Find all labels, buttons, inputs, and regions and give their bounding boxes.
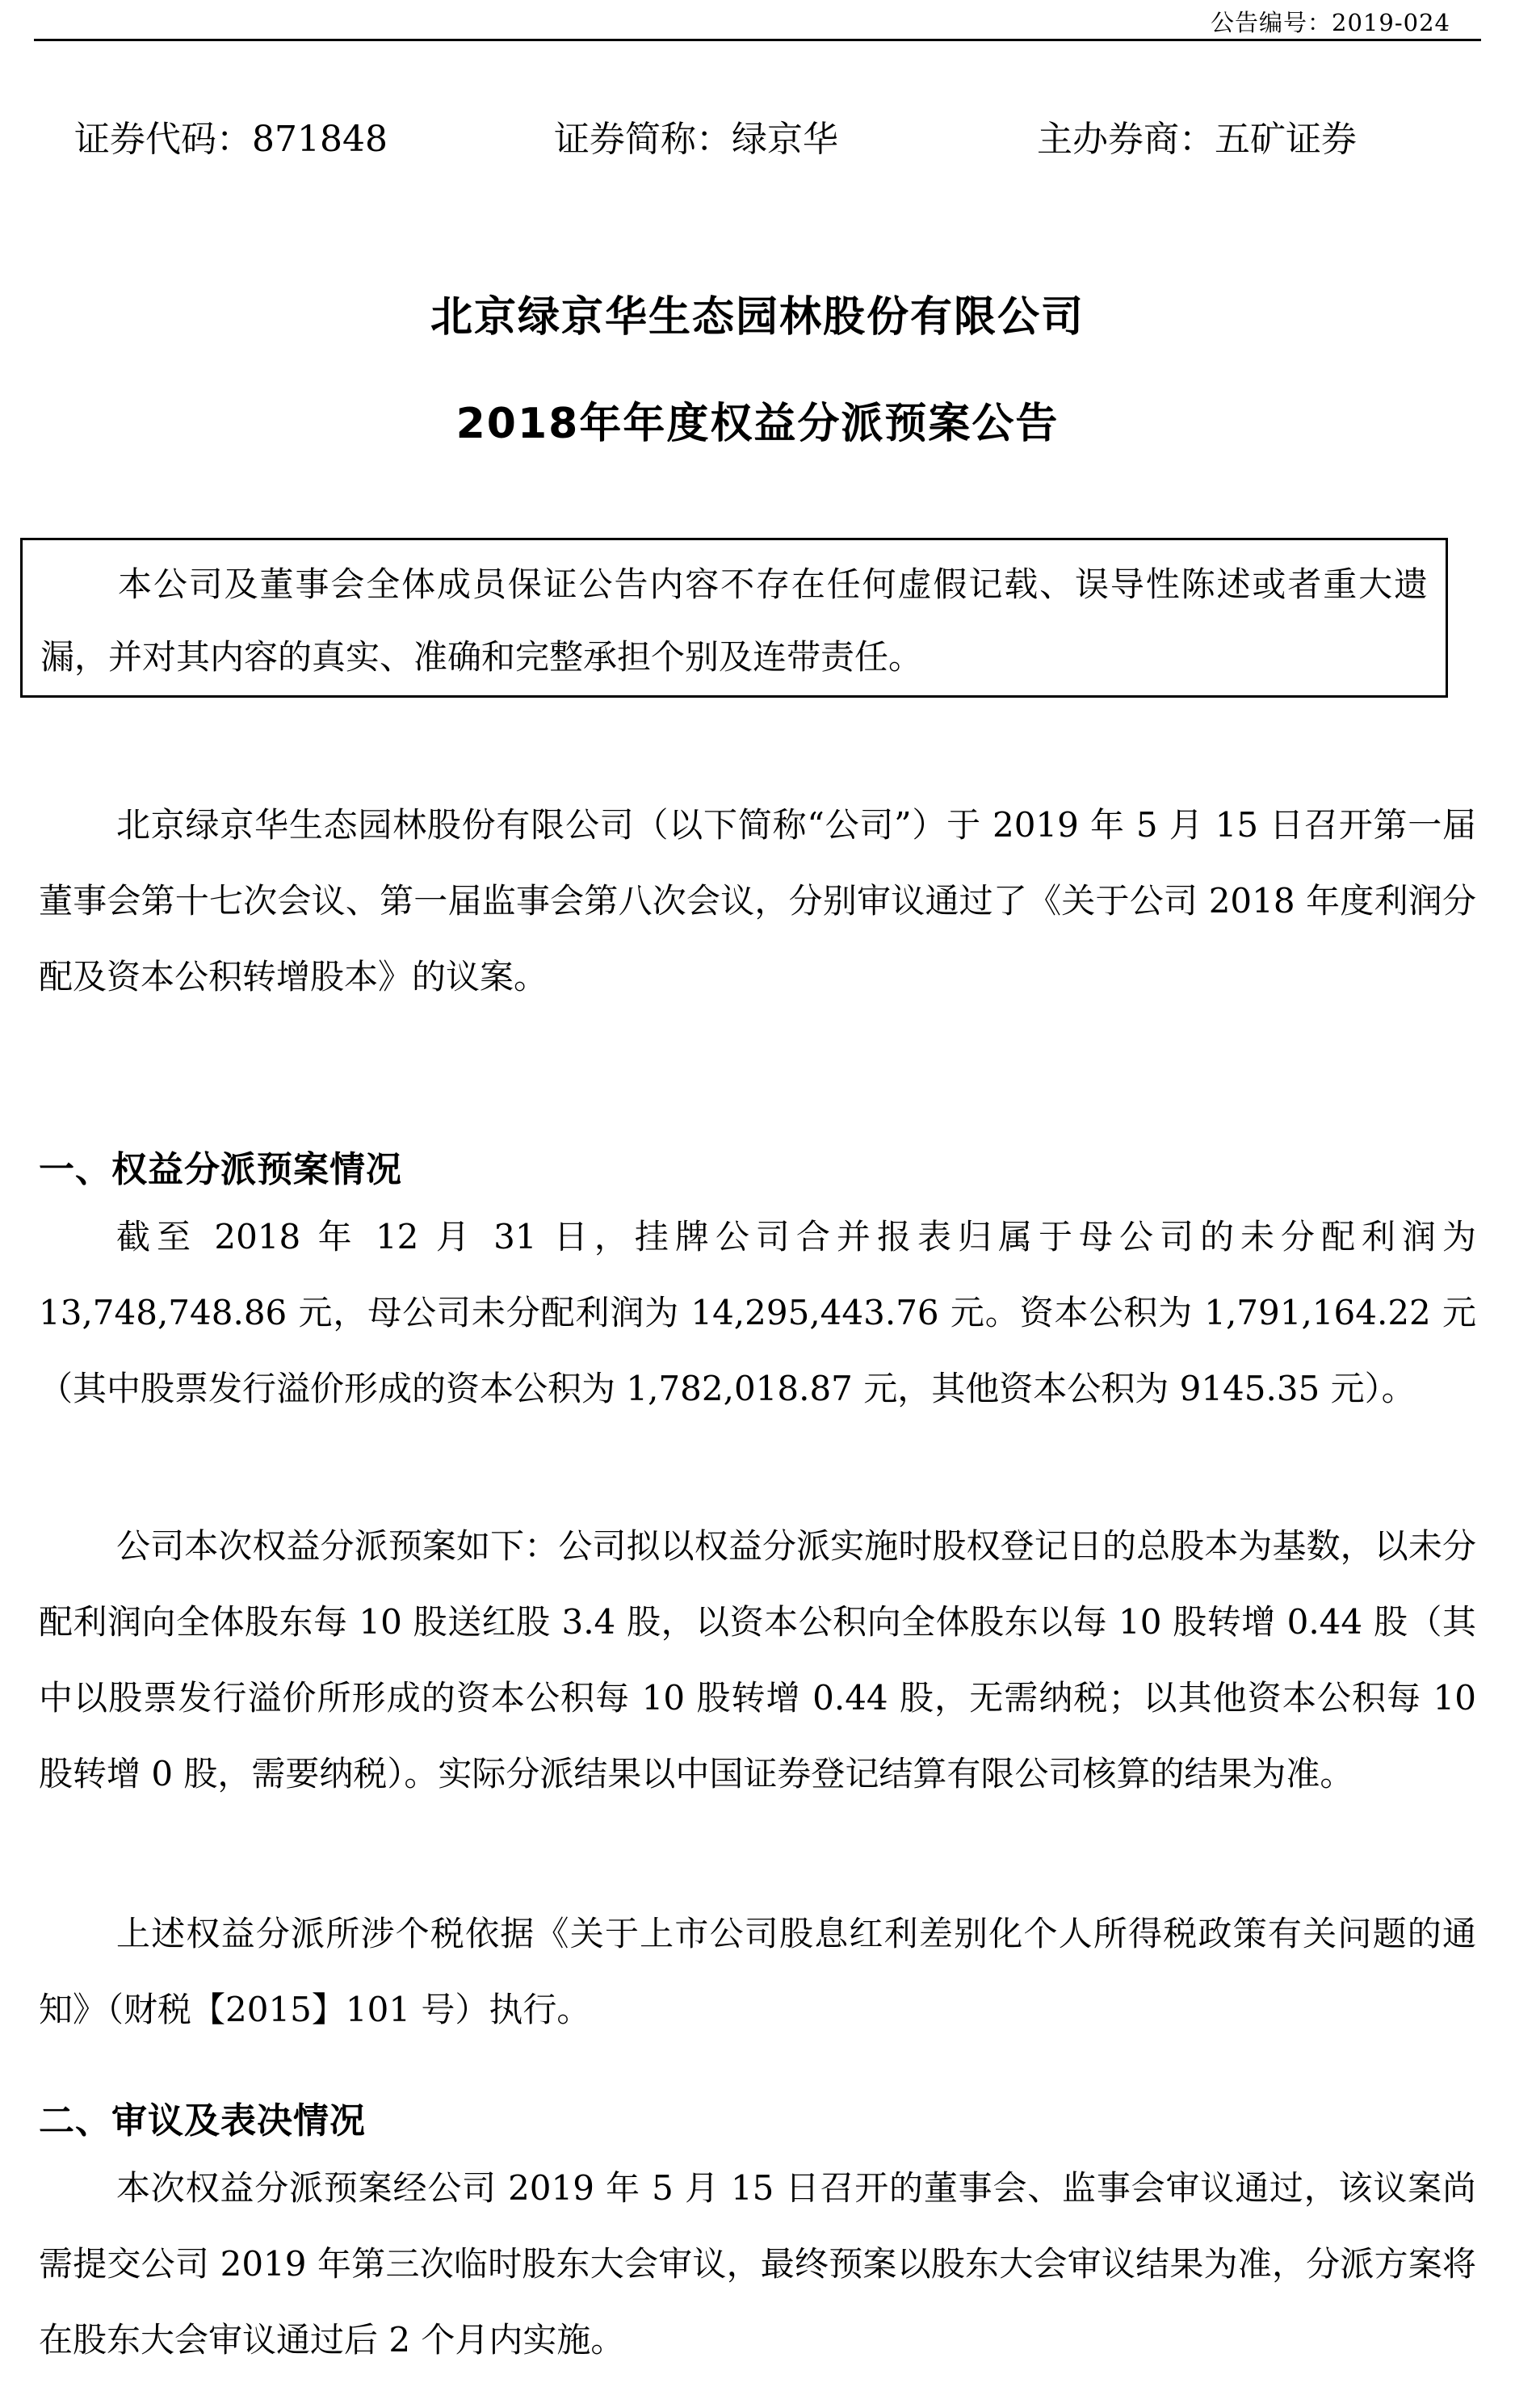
- document-title: 2018年年度权益分派预案公告: [455, 400, 1060, 448]
- intro-paragraph: 北京绿京华生态园林股份有限公司（以下简称“公司”）于 2019 年 5 月 15 日召开第一届董事会第十七次会议、第一届监事会第八次会议，分别审议通过了《关于公司 2018 年度利润分配及资本公积转增股本》的议案。: [39, 805, 1476, 996]
- section-1-paragraph-2: 公司本次权益分派预案如下：公司拟以权益分派实施时股权登记日的总股本为基数，以未分配利润向全体股东每 10 股送红股 3.4 股，以资本公积向全体股东以每 10 股转增 0.44 股（其中以股票发行溢价所形成的资本公积每 10 股转增 0.44 股，无需纳税；以其他资本公积每 10 股转增 0 股，需要纳税）。实际分派结果以中国证券登记结算有限公司核算的结果为准。: [39, 1526, 1476, 1793]
- securities-code: 证券代码：871848: [74, 119, 388, 160]
- section-2-heading: 二、审议及表决情况: [39, 2100, 366, 2142]
- securities-abbreviation: 证券简称：绿京华: [554, 119, 838, 160]
- section-1-heading: 一、权益分派预案情况: [39, 1149, 402, 1190]
- section-1-paragraph-1: 截至 2018 年 12 月 31 日，挂牌公司合并报表归属于母公司的未分配利润为 13,748,748.86 元，母公司未分配利润为 14,295,443.76 元。资本公积为 1,791,164.22 元（其中股票发行溢价形成的资本公积为 1,782,018.87 元，其他资本公积为 9145.35 元）。: [39, 1217, 1476, 1408]
- sponsor-broker: 主办券商：五矿证券: [1037, 119, 1357, 160]
- section-2-paragraph-1: 本次权益分派预案经公司 2019 年 5 月 15 日召开的董事会、监事会审议通过，该议案尚需提交公司 2019 年第三次临时股东大会审议，最终预案以股东大会审议结果为准，分派方案将在股东大会审议通过后 2 个月内实施。: [39, 2168, 1476, 2360]
- section-1-paragraph-3: 上述权益分派所涉个税依据《关于上市公司股息红利差别化个人所得税政策有关问题的通知》（财税【2015】101 号）执行。: [39, 1914, 1476, 2029]
- disclaimer-box: [20, 538, 1448, 698]
- company-title: 北京绿京华生态园林股份有限公司: [430, 293, 1085, 342]
- header-divider: [34, 39, 1481, 41]
- announcement-number: 公告编号：2019-024: [1211, 9, 1450, 36]
- disclaimer-text: 本公司及董事会全体成员保证公告内容不存在任何虚假记载、误导性陈述或者重大遗漏，并对其内容的真实、准确和完整承担个别及连带责任。: [40, 564, 1428, 677]
